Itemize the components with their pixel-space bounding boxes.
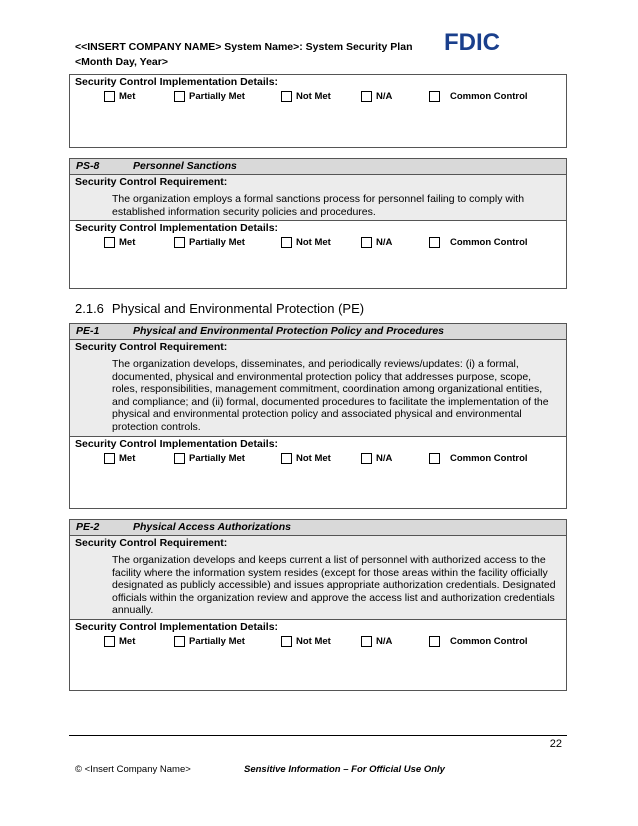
checkbox-label: Common Control [450,452,528,464]
control-pe-1 [69,323,567,509]
control-title-row [70,520,566,536]
checkbox-label: Met [119,452,136,464]
checkbox-not-met[interactable] [281,91,331,102]
requirement-block [70,340,566,437]
checkbox-label: Met [119,237,136,249]
control-title-row [70,159,566,175]
requirement-block [70,175,566,221]
fdic-logo-text: FDIC [444,29,500,54]
checkbox-box[interactable] [174,91,185,102]
requirement-text: The organization develops and keeps current a list of personnel with authorized access to the facility where the information system resides (except for those areas within the facility officially designated as publicly accessible) and issues appropriate authorization credentials. Designated officials within the organization review and approve the access list and authorization credentials annually. [112,554,556,617]
checkbox-label: Not Met [296,452,331,464]
checkbox-box[interactable] [281,237,292,248]
document-header [75,40,412,70]
checkbox-box[interactable] [281,453,292,464]
checkbox-n-a[interactable] [361,237,392,248]
checkbox-label: Partially Met [189,91,245,102]
requirement-label: Security Control Requirement: [75,341,228,353]
control-id: PS-8 [76,160,100,172]
control-title: Physical and Environmental Protection Policy and Procedures [133,325,445,337]
control-title-row [70,324,566,340]
checkbox-label: Partially Met [189,237,245,249]
checkbox-common-control[interactable] [429,237,528,248]
implementation-label: Security Control Implementation Details: [75,222,279,235]
checkbox-label: N/A [376,237,393,249]
checkbox-box[interactable] [104,453,115,464]
checkbox-box[interactable] [174,237,185,248]
checkbox-box[interactable] [174,636,185,647]
checkbox-partially-met[interactable] [174,91,245,102]
checkbox-met[interactable] [104,636,135,647]
checkbox-label: N/A [376,635,393,647]
checkbox-box[interactable] [361,237,372,248]
checkbox-label: Partially Met [189,635,245,647]
status-checkboxes [70,89,566,105]
checkbox-met[interactable] [104,91,135,102]
checkbox-common-control[interactable] [429,453,528,464]
status-checkboxes [70,451,566,467]
checkbox-box[interactable] [429,636,440,647]
checkbox-label: Not Met [296,91,331,102]
checkbox-box[interactable] [429,453,440,464]
checkbox-common-control[interactable] [429,636,528,647]
checkbox-not-met[interactable] [281,636,331,647]
requirement-label: Security Control Requirement: [75,176,228,188]
requirement-text: The organization develops, disseminates, and periodically reviews/updates: (i) a formal, documented, physical and environmental protection policy that addresses purpose, scope, roles, responsibilities, management commitment, coordination among organizational entities, and compliance; and (ii) formal, documented procedures to facilitate the implementation of the physical and environmental protection policy and associated physical and environmental protection controls. [112,358,549,433]
page-number: 22 [549,738,562,750]
prev-control-implementation [69,74,567,148]
checkbox-n-a[interactable] [361,636,392,647]
checkbox-box[interactable] [361,91,372,102]
status-checkboxes [70,634,566,650]
checkbox-label: N/A [376,91,393,102]
checkbox-box[interactable] [361,453,372,464]
checkbox-label: Met [119,91,136,102]
checkbox-box[interactable] [281,636,292,647]
checkbox-label: Common Control [450,635,528,647]
implementation-label: Security Control Implementation Details: [75,76,279,88]
checkbox-box[interactable] [104,237,115,248]
implementation-label: Security Control Implementation Details: [75,620,279,633]
fdic-logo [444,28,502,54]
checkbox-met[interactable] [104,453,135,464]
checkbox-label: Not Met [296,237,331,249]
checkbox-n-a[interactable] [361,453,392,464]
requirement-label: Security Control Requirement: [75,537,228,549]
checkbox-label: Common Control [450,91,528,102]
control-ps-8 [69,158,567,289]
checkbox-box[interactable] [104,636,115,647]
checkbox-box[interactable] [281,91,292,102]
checkbox-box[interactable] [429,91,440,102]
checkbox-box[interactable] [174,453,185,464]
checkbox-box[interactable] [361,636,372,647]
footer-copyright: © <Insert Company Name> [75,764,191,775]
checkbox-label: Partially Met [189,452,245,464]
checkbox-common-control[interactable] [429,91,528,102]
control-title: Personnel Sanctions [133,160,237,172]
checkbox-box[interactable] [429,237,440,248]
control-id: PE-2 [76,521,100,533]
checkbox-not-met[interactable] [281,237,331,248]
control-title: Physical Access Authorizations [133,521,291,533]
checkbox-label: Not Met [296,635,331,647]
status-checkboxes [70,235,566,251]
checkbox-met[interactable] [104,237,135,248]
checkbox-label: N/A [376,452,393,464]
implementation-label: Security Control Implementation Details: [75,437,279,450]
checkbox-n-a[interactable] [361,91,392,102]
section-title: Physical and Environmental Protection (PE) [111,301,365,316]
control-id: PE-1 [76,325,100,337]
checkbox-partially-met[interactable] [174,636,245,647]
section-heading [75,301,372,317]
checkbox-label: Met [119,635,136,647]
requirement-block [70,536,566,620]
footer-classification: Sensitive Information – For Official Use Only [244,764,445,775]
checkbox-box[interactable] [104,91,115,102]
header-title: <<INSERT COMPANY NAME> System Name>: System Security Plan [75,41,413,53]
header-date: <Month Day, Year> [75,56,168,68]
footer-divider [69,735,567,736]
control-pe-2 [69,519,567,691]
checkbox-partially-met[interactable] [174,237,245,248]
requirement-text: The organization employs a formal sanctions process for personnel failing to comply with established information security policies and procedures. [112,193,525,218]
checkbox-not-met[interactable] [281,453,331,464]
checkbox-partially-met[interactable] [174,453,245,464]
checkbox-label: Common Control [450,237,528,249]
section-number: 2.1.6 [75,301,104,316]
